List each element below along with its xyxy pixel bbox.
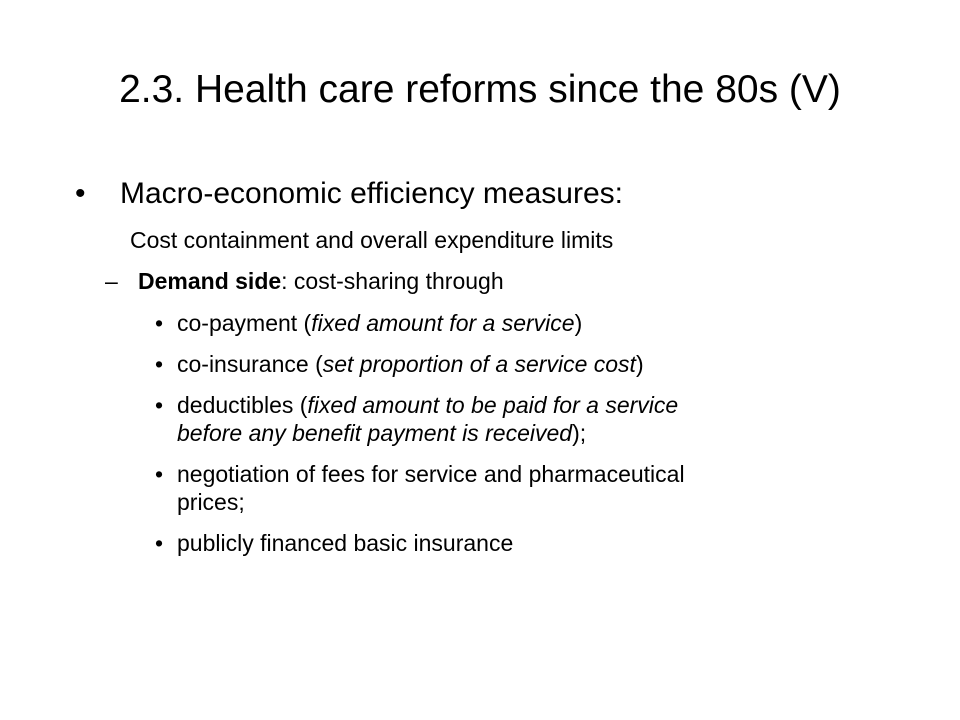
- bullet-marker: •: [155, 461, 164, 487]
- dash-item-text: [138, 267, 504, 295]
- sub-bullet-item: [155, 350, 935, 378]
- subheading: Cost containment and overall expenditure limits: [130, 227, 614, 253]
- bullet-marker: •: [155, 351, 164, 377]
- sub-bullet-item: [155, 391, 935, 447]
- sub-bullet-line: [177, 309, 935, 337]
- bullet-marker: •: [155, 392, 164, 418]
- bullet-marker: •: [155, 310, 164, 336]
- plain-text: negotiation of fees for service and pharmaceutical: [177, 461, 685, 487]
- sub-bullet-item: [155, 309, 935, 337]
- sub-bullet-line: [177, 488, 935, 516]
- plain-text: co-payment (: [177, 310, 312, 336]
- slide-title: 2.3. Health care reforms since the 80s (V): [119, 68, 841, 111]
- sub-bullet-list: [155, 309, 935, 570]
- sub-bullet-line: [177, 391, 935, 419]
- bullet-marker: •: [155, 530, 164, 556]
- plain-text: ): [635, 351, 644, 377]
- dash-item-rest: : cost-sharing through: [281, 268, 504, 294]
- italic-text: before any benefit payment is received: [177, 420, 573, 446]
- plain-text: ): [574, 310, 583, 336]
- italic-text: set proportion of a service cost: [322, 351, 636, 377]
- main-bullet-text: Macro-economic efficiency measures:: [120, 177, 623, 210]
- sub-bullet-item: [155, 529, 935, 557]
- italic-text: fixed amount to be paid for a service: [307, 392, 679, 418]
- plain-text: prices;: [177, 489, 245, 515]
- plain-text: );: [572, 420, 587, 446]
- sub-bullet-line: [177, 460, 935, 488]
- plain-text: deductibles (: [177, 392, 308, 418]
- sub-bullet-line: [177, 350, 935, 378]
- sub-bullet-line: [177, 529, 935, 557]
- sub-bullet-line: [177, 419, 935, 447]
- plain-text: publicly financed basic insurance: [177, 530, 514, 556]
- italic-text: fixed amount for a service: [311, 310, 575, 336]
- dash-marker: –: [105, 268, 118, 294]
- plain-text: co-insurance (: [177, 351, 323, 377]
- dash-item-bold: Demand side: [138, 268, 282, 294]
- sub-bullet-item: [155, 460, 935, 516]
- bullet-marker: •: [75, 177, 86, 210]
